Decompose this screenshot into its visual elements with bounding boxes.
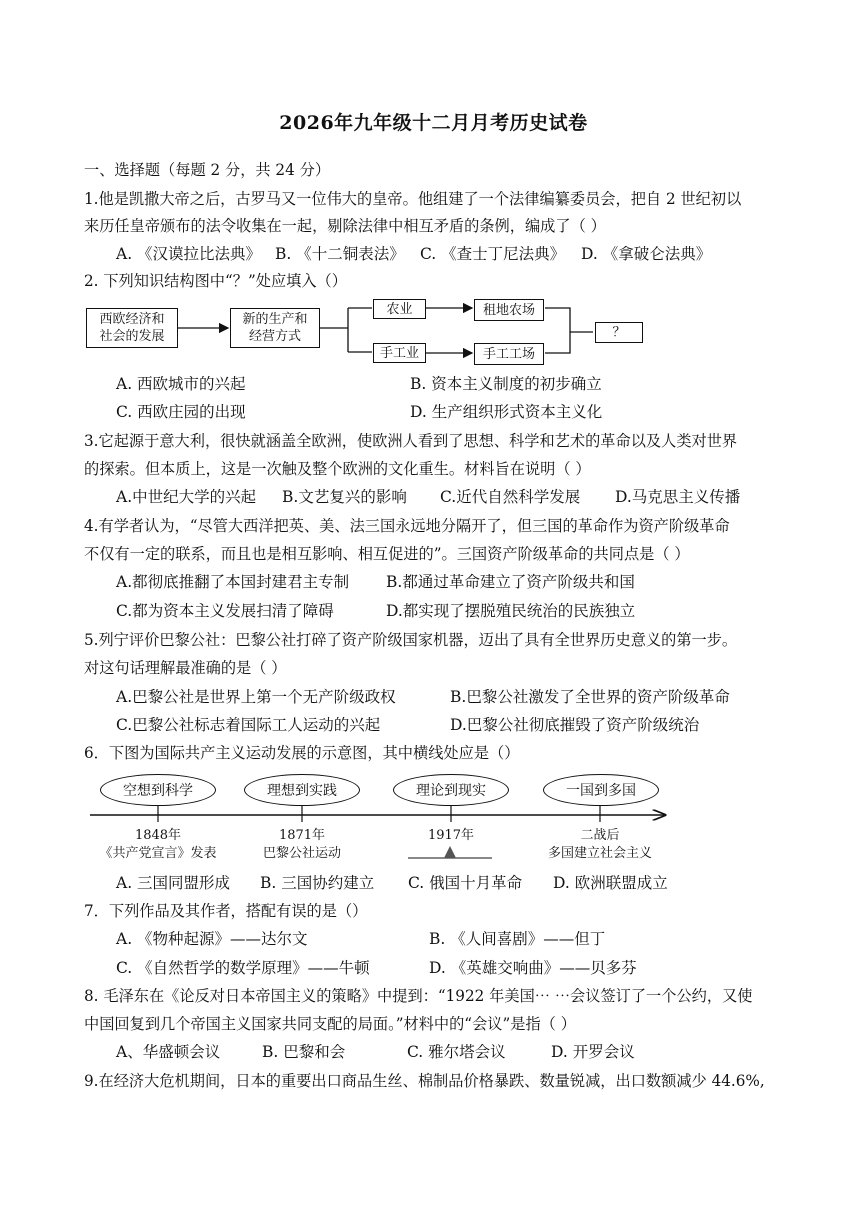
- question-8-option-c: C. 雅尔塔会议: [407, 1043, 506, 1061]
- timeline-oval-2-label: 理想到实践: [267, 783, 337, 799]
- question-8-option-d: D. 开罗会议: [551, 1043, 635, 1061]
- question-3-text-line-1: 3.它起源于意大利，很快就涵盖全欧洲，使欧洲人看到了思想、科学和艺术的革命以及人类对世界: [84, 432, 738, 450]
- question-5-text-line-2: 对这句话理解最准确的是（ ）: [84, 659, 287, 677]
- box-handicraft-label: 手工业: [379, 345, 419, 361]
- question-8-text-line-1: 8. 毛泽东在《论反对日本帝国主义的策略》中提到：“1922 年美国⋯ ⋯会议签订了一个公约，又使: [84, 987, 753, 1005]
- box-workshop-label: 手工工场: [482, 346, 535, 362]
- question-7-option-b: B. 《人间喜剧》——但丁: [429, 930, 606, 948]
- timeline-oval-3: [393, 774, 509, 806]
- timeline-year-1: 1848年: [134, 828, 182, 843]
- timeline-oval-4-label: 一国到多国: [566, 783, 636, 799]
- question-3-option-b: B.文艺复兴的影响: [282, 488, 407, 506]
- question-4-option-b: B.都通过革命建立了资产阶级共和国: [386, 573, 635, 591]
- question-6-option-a: A. 三国同盟形成: [116, 874, 231, 892]
- timeline-oval-4: [543, 774, 659, 806]
- question-6-text: 6．下图为国际共产主义运动发展的示意图，其中横线处应是（）: [84, 744, 520, 762]
- box-west-europe-economy-label: 西欧经济和 社会的发展: [99, 312, 165, 344]
- question-2-option-a: A. 西欧城市的兴起: [116, 375, 246, 393]
- question-4-option-c: C.都为资本主义发展扫清了障碍: [116, 602, 334, 620]
- question-1-text-line-1: 1.他是凯撒大帝之后，古罗马又一位伟大的皇帝。他组建了一个法律编纂委员会，把自 2 世纪初以: [84, 190, 742, 208]
- timeline-event-2: 巴黎公社运动: [262, 846, 341, 861]
- question-3-text-line-2: 的探索。但本质上，这是一次触及整个欧洲的文化重生。材料旨在说明（ ）: [84, 460, 591, 478]
- question-8-text-line-2: 中国回复到几个帝国主义国家共同支配的局面。”材料中的“会议”是指（ ）: [84, 1015, 576, 1033]
- question-1-text-line-2: 来历任皇帝颁布的法令收集在一起，剔除法律中相互矛盾的条例，编成了（ ）: [84, 217, 606, 235]
- timeline-oval-1-label: 空想到科学: [123, 783, 193, 799]
- question-5-option-b: B.巴黎公社激发了全世界的资产阶级革命: [450, 688, 730, 706]
- question-2-option-b: B. 资本主义制度的初步确立: [410, 375, 602, 393]
- question-5-text-line-1: 5.列宁评价巴黎公社：巴黎公社打碎了资产阶级国家机器，迈出了具有全世界历史意义的第一步。: [84, 631, 738, 649]
- section-heading: 一、选择题（每题 2 分，共 24 分）: [84, 161, 331, 179]
- timeline-event-4: 多国建立社会主义: [547, 846, 652, 861]
- question-4-text-line-2: 不仅有一定的联系，而且也是相互影响、相互促进的”。三国资产阶级革命的共同点是（ ）: [84, 545, 690, 563]
- question-1-option-c: C. 《查士丁尼法典》: [420, 245, 566, 263]
- question-7-option-d: D. 《英雄交响曲》——贝多芬: [429, 959, 637, 977]
- box-question-mark-label: ？: [612, 325, 626, 340]
- question-6-option-c: C. 俄国十月革命: [408, 874, 523, 892]
- question-2-option-d: D. 生产组织形式资本主义化: [410, 403, 603, 421]
- question-1-option-a: A. 《汉谟拉比法典》: [116, 245, 262, 263]
- question-3-option-c: C.近代自然科学发展: [440, 488, 581, 506]
- timeline-oval-1: [100, 774, 216, 806]
- question-8-option-a: A、华盛顿会议: [116, 1043, 221, 1061]
- timeline-year-2: 1871年: [278, 828, 326, 843]
- question-2-text: 2. 下列知识结构图中“？”处应填入（）: [84, 272, 347, 290]
- question-5-option-d: D.巴黎公社彻底摧毁了资产阶级统治: [450, 716, 700, 734]
- timeline-oval-2: [244, 774, 360, 806]
- timeline-event-1: 《共产党宣言》发表: [99, 846, 217, 861]
- question-1-option-d: D. 《拿破仑法典》: [581, 245, 712, 263]
- question-8-option-b: B. 巴黎和会: [262, 1043, 346, 1061]
- timeline-year-4: 二战后: [580, 828, 620, 843]
- question-7-text: 7．下列作品及其作者，搭配有误的是（）: [84, 902, 368, 920]
- question-9-text-line-1: 9.在经济大危机期间，日本的重要出口商品生丝、棉制品价格暴跌、数量锐减，出口数额减少 44.6%,: [84, 1072, 765, 1090]
- box-new-production-label: 新的生产和 经营方式: [242, 312, 308, 344]
- question-2-option-c: C. 西欧庄园的出现: [116, 403, 246, 421]
- question-4-option-a: A.都彻底推翻了本国封建君主专制: [116, 573, 350, 591]
- box-rented-farm-label: 租地农场: [482, 302, 535, 318]
- question-4-option-d: D.都实现了摆脱殖民统治的民族独立: [386, 602, 636, 620]
- question-6-option-b: B. 三国协约建立: [260, 874, 375, 892]
- timeline-oval-3-label: 理论到现实: [416, 783, 486, 799]
- box-agriculture-label: 农业: [386, 301, 413, 317]
- blank-marker-icon: [444, 846, 456, 858]
- exam-title: 2026年九年级十二月月考历史试卷: [279, 112, 588, 134]
- question-1-option-b: B. 《十二铜表法》: [275, 245, 405, 263]
- question-7-option-a: A. 《物种起源》——达尔文: [116, 930, 308, 948]
- question-3-option-a: A.中世纪大学的兴起: [116, 488, 257, 506]
- question-6-option-d: D. 欧洲联盟成立: [553, 874, 668, 892]
- question-5-option-c: C.巴黎公社标志着国际工人运动的兴起: [116, 716, 381, 734]
- question-4-text-line-1: 4.有学者认为，“尽管大西洋把英、美、法三国永远地分隔开了，但三国的革命作为资产阶级革命: [84, 517, 730, 535]
- question-3-option-d: D.马克思主义传播: [615, 488, 741, 506]
- question-5-option-a: A.巴黎公社是世界上第一个无产阶级政权: [116, 688, 396, 706]
- timeline-year-3: 1917年: [427, 828, 475, 843]
- question-7-option-c: C. 《自然哲学的数学原理》——牛顿: [116, 959, 370, 977]
